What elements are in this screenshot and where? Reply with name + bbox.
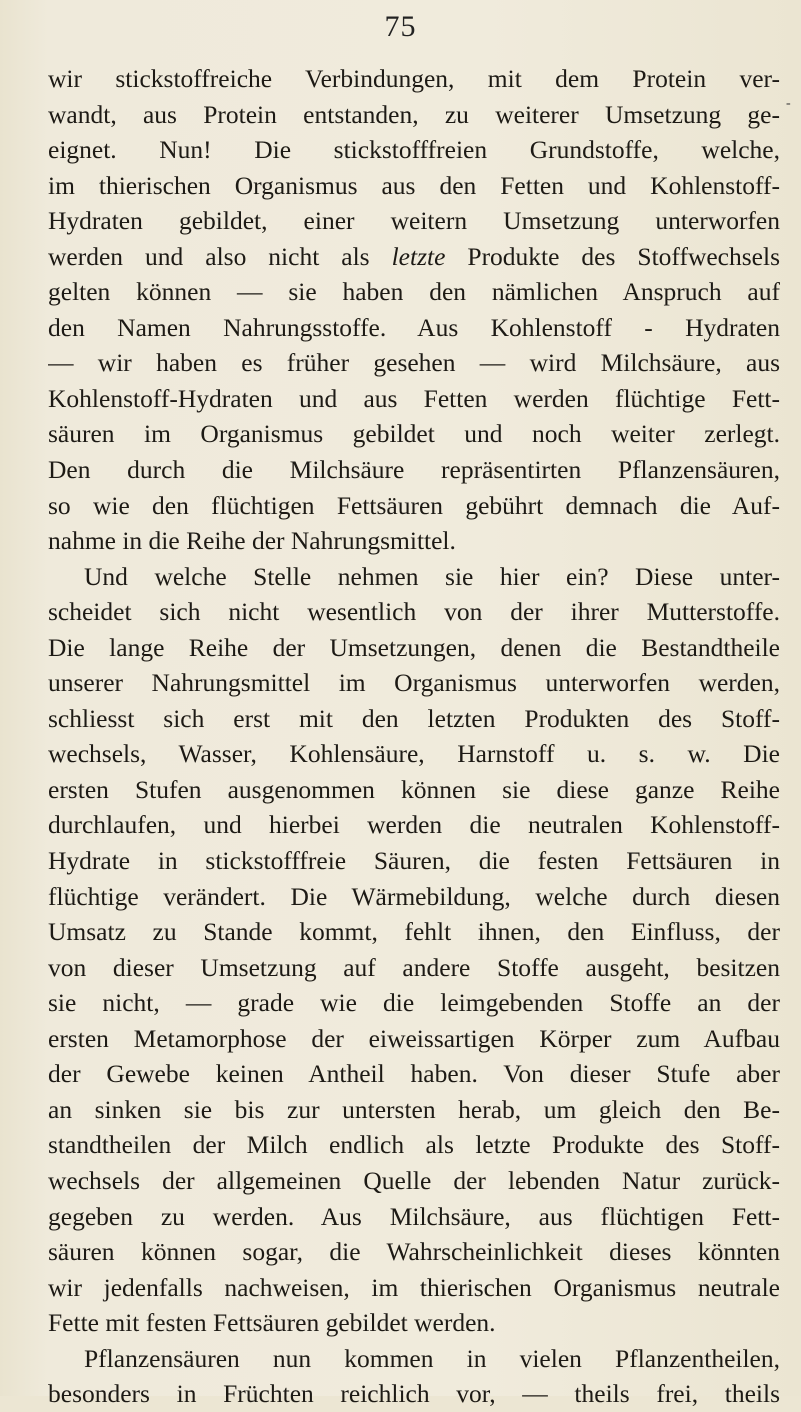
text-line: wechsels, Wasser, Kohlensäure, Harnstoff u. s. w. Die [48,739,780,769]
text-line: säuren im Organismus gebildet und noch weiter zerlegt. [48,419,780,449]
text-line: standtheilen der Milch endlich als letzte Produkte des Stoff- [48,1130,780,1160]
text-line: besonders in Früchten reichlich vor, — theils frei, theils [48,1379,780,1409]
text-line: wir jedenfalls nachweisen, im thierischen Organismus neutrale [48,1272,780,1302]
page-number: 75 [384,10,417,43]
text-line: wir stickstoffreiche Verbindungen, mit dem Protein ver- [48,64,780,93]
body-text [48,61,780,1412]
text-line: ersten Stufen ausgenommen können sie diese ganze Reihe [48,774,780,804]
text-line: Umsatz zu Stande kommt, fehlt ihnen, den Einfluss, der [48,917,780,947]
text-fragment: Produkte des Stoffwechsels [445,241,780,271]
margin-mark: - [786,96,791,111]
text-line: Die lange Reihe der Umsetzungen, denen die Bestandtheile [48,632,780,662]
text-line: Hydraten gebildet, einer weitern Umsetzung unterworfen [48,206,780,236]
text-line: Und welche Stelle nehmen sie hier ein? Diese unter- [84,561,780,591]
text-line: gegeben zu werden. Aus Milchsäure, aus flüchtigen Fett- [48,1201,780,1231]
emphasis-letzte: letzte [391,241,446,271]
text-line: eignet. Nun! Die stickstofffreien Grundstoffe, welche, [48,135,780,165]
text-line: säuren können sogar, die Wahrscheinlichkeit dieses könnten [48,1237,780,1267]
text-line: unserer Nahrungsmittel im Organismus unterworfen werden, [48,668,780,698]
text-line: ersten Metamorphose der eiweissartigen Körper zum Aufbau [48,1023,780,1053]
text-fragment: werden und also nicht als [48,241,392,271]
text-line: durchlaufen, und hierbei werden die neutralen Kohlenstoff- [48,810,780,840]
text-line [48,239,780,275]
text-line: — wir haben es früher gesehen — wird Milchsäure, aus [48,348,780,378]
text-line: Hydrate in stickstofffreie Säuren, die festen Fettsäuren in [48,846,780,876]
text-line: scheidet sich nicht wesentlich von der ihrer Mutterstoffe. [48,597,780,627]
text-line: nahme in die Reihe der Nahrungsmittel. [48,526,456,556]
text-line: sie nicht, — grade wie die leimgebenden Stoffe an der [48,988,780,1018]
text-line: im thierischen Organismus aus den Fetten und Kohlenstoff- [48,170,780,200]
text-line: Pflanzensäuren nun kommen in vielen Pflanzentheilen, [84,1343,780,1373]
text-line: so wie den flüchtigen Fettsäuren gebührt demnach die Auf- [48,490,780,520]
text-line: schliesst sich erst mit den letzten Produkten des Stoff- [48,703,780,733]
text-line: wandt, aus Protein entstanden, zu weiterer Umsetzung ge- [48,99,780,129]
text-line: wechsels der allgemeinen Quelle der lebenden Natur zurück- [48,1165,780,1195]
text-line: flüchtige verändert. Die Wärmebildung, welche durch diesen [48,881,780,911]
text-line: den Namen Nahrungsstoffe. Aus Kohlenstoff - Hydraten [48,312,780,342]
text-line: an sinken sie bis zur untersten herab, um gleich den Be- [48,1094,780,1124]
text-line: Fette mit festen Fettsäuren gebildet werden. [48,1308,496,1338]
text-line: der Gewebe keinen Antheil haben. Von dieser Stufe aber [48,1059,780,1089]
text-line: Den durch die Milchsäure repräsentirten Pflanzensäuren, [48,455,780,485]
text-line: gelten können — sie haben den nämlichen Anspruch auf [48,277,780,307]
text-line: Kohlenstoff-Hydraten und aus Fetten werden flüchtige Fett- [48,383,780,413]
text-line: von dieser Umsetzung auf andere Stoffe ausgeht, besitzen [48,952,780,982]
